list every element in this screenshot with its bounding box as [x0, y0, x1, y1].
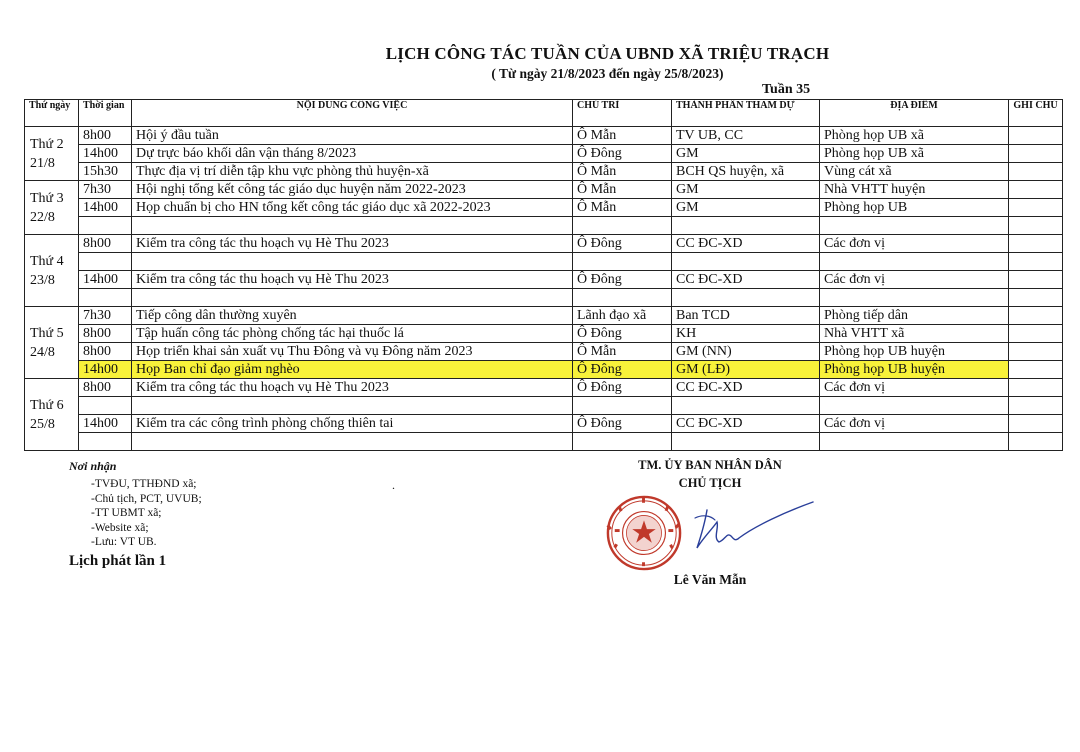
- time-cell: 8h00: [79, 379, 132, 397]
- location-cell: Nhà VHTT xã: [820, 325, 1009, 343]
- chair-cell: Ô Đông: [573, 271, 672, 289]
- note-cell: [1009, 181, 1063, 199]
- recipient-item: -TT UBMT xã;: [91, 507, 162, 520]
- day-cell: Thứ 5 24/8: [25, 307, 79, 379]
- table-row: [25, 361, 1063, 379]
- table-row: [25, 181, 1063, 199]
- note-cell: [1009, 415, 1063, 433]
- location-cell: Phòng họp UB huyện: [820, 343, 1009, 361]
- note-cell: [1009, 379, 1063, 397]
- chair-cell: Ô Mẫn: [573, 127, 672, 145]
- participants-cell: GM (NN): [672, 343, 820, 361]
- content-cell: [132, 433, 573, 451]
- content-cell: Tiếp công dân thường xuyên: [132, 307, 573, 325]
- col-header-chair: CHỦ TRÌ: [573, 100, 672, 127]
- location-cell: Nhà VHTT huyện: [820, 181, 1009, 199]
- time-cell: 8h00: [79, 343, 132, 361]
- content-cell: Hội nghị tổng kết công tác giáo dục huyện năm 2022-2023: [132, 181, 573, 199]
- document-title: LỊCH CÔNG TÁC TUẦN CỦA UBND XÃ TRIỆU TRẠCH: [385, 44, 830, 63]
- note-cell: [1009, 199, 1063, 217]
- recipients-list: [91, 477, 202, 550]
- location-cell: Các đơn vị: [820, 271, 1009, 289]
- location-cell: [820, 253, 1009, 271]
- time-cell: 8h00: [79, 235, 132, 253]
- time-cell: 14h00: [79, 271, 132, 289]
- chair-cell: Ô Đông: [573, 325, 672, 343]
- content-cell: Kiểm tra công tác thu hoạch vụ Hè Thu 2023: [132, 271, 573, 289]
- table-row: [25, 163, 1063, 181]
- note-cell: [1009, 325, 1063, 343]
- location-cell: Các đơn vị: [820, 415, 1009, 433]
- participants-cell: CC ĐC-XD: [672, 415, 820, 433]
- time-cell: 7h30: [79, 181, 132, 199]
- location-cell: Phòng họp UB xã: [820, 145, 1009, 163]
- time-cell: 14h00: [79, 199, 132, 217]
- time-cell: [79, 253, 132, 271]
- content-cell: [132, 253, 573, 271]
- table-row: [25, 325, 1063, 343]
- time-cell: 7h30: [79, 307, 132, 325]
- chair-cell: Ô Đông: [573, 235, 672, 253]
- chair-cell: [573, 253, 672, 271]
- participants-cell: TV UB, CC: [672, 127, 820, 145]
- issue-note: Lịch phát lần 1: [69, 553, 167, 569]
- table-row: [25, 289, 1063, 307]
- chair-cell: Ô Mẫn: [573, 343, 672, 361]
- official-seal-icon: [605, 494, 683, 572]
- table-row: [25, 379, 1063, 397]
- participants-cell: GM: [672, 145, 820, 163]
- participants-cell: [672, 289, 820, 307]
- content-cell: Kiểm tra các công trình phòng chống thiên tai: [132, 415, 573, 433]
- participants-cell: GM: [672, 181, 820, 199]
- col-header-location: ĐỊA ĐIỂM: [820, 100, 1009, 127]
- table-row: [25, 415, 1063, 433]
- note-cell: [1009, 217, 1063, 235]
- time-cell: 14h00: [79, 145, 132, 163]
- time-cell: 8h00: [79, 325, 132, 343]
- content-cell: Tập huấn công tác phòng chống tác hại thuốc lá: [132, 325, 573, 343]
- recipient-item: -Lưu: VT UB.: [91, 536, 157, 549]
- participants-cell: KH: [672, 325, 820, 343]
- note-cell: [1009, 271, 1063, 289]
- table-row: [25, 307, 1063, 325]
- participants-cell: CC ĐC-XD: [672, 271, 820, 289]
- note-cell: [1009, 343, 1063, 361]
- participants-cell: [672, 397, 820, 415]
- note-cell: [1009, 127, 1063, 145]
- participants-cell: [672, 433, 820, 451]
- location-cell: Phòng tiếp dân: [820, 307, 1009, 325]
- note-cell: [1009, 235, 1063, 253]
- content-cell: Họp chuẩn bị cho HN tổng kết công tác giáo dục xã 2022-2023: [132, 199, 573, 217]
- location-cell: [820, 289, 1009, 307]
- table-row: [25, 271, 1063, 289]
- table-row: [25, 145, 1063, 163]
- recipients-title: Nơi nhận: [69, 459, 117, 473]
- chair-cell: [573, 433, 672, 451]
- time-cell: [79, 433, 132, 451]
- schedule-body: [25, 127, 1063, 451]
- time-cell: 14h00: [79, 361, 132, 379]
- table-row: [25, 235, 1063, 253]
- col-header-note: GHI CHÚ: [1009, 100, 1063, 127]
- content-cell: Kiểm tra công tác thu hoạch vụ Hè Thu 2023: [132, 235, 573, 253]
- recipient-item: -TVĐU, TTHĐND xã;: [91, 478, 197, 490]
- day-cell: Thứ 3 22/8: [25, 181, 79, 235]
- schedule-table: [24, 99, 1063, 451]
- chair-cell: [573, 217, 672, 235]
- week-number: Tuần 35: [762, 82, 811, 97]
- stray-dot: .: [392, 478, 395, 492]
- note-cell: [1009, 253, 1063, 271]
- table-row: [25, 343, 1063, 361]
- day-cell: Thứ 6 25/8: [25, 379, 79, 451]
- col-header-day: Thứ ngày: [25, 100, 79, 127]
- time-cell: [79, 397, 132, 415]
- date-range: ( Từ ngày 21/8/2023 đến ngày 25/8/2023): [491, 66, 724, 81]
- table-row: [25, 397, 1063, 415]
- table-row: [25, 199, 1063, 217]
- participants-cell: GM: [672, 199, 820, 217]
- content-cell: Họp triển khai sản xuất vụ Thu Đông và vụ Đông năm 2023: [132, 343, 573, 361]
- col-header-participants: THÀNH PHẦN THAM DỰ: [672, 100, 820, 127]
- chair-cell: Ô Đông: [573, 415, 672, 433]
- content-cell: [132, 289, 573, 307]
- participants-cell: CC ĐC-XD: [672, 379, 820, 397]
- participants-cell: [672, 253, 820, 271]
- col-header-time: Thời gian: [79, 100, 132, 127]
- note-cell: [1009, 361, 1063, 379]
- content-cell: Dự trực báo khối dân vận tháng 8/2023: [132, 145, 573, 163]
- time-cell: 15h30: [79, 163, 132, 181]
- day-cell: Thứ 4 23/8: [25, 235, 79, 307]
- location-cell: [820, 433, 1009, 451]
- chair-cell: [573, 289, 672, 307]
- participants-cell: [672, 217, 820, 235]
- location-cell: [820, 397, 1009, 415]
- handwritten-signature-icon: [675, 498, 815, 558]
- content-cell: Kiểm tra công tác thu hoạch vụ Hè Thu 2023: [132, 379, 573, 397]
- chair-cell: Ô Mẫn: [573, 199, 672, 217]
- note-cell: [1009, 145, 1063, 163]
- table-header-row: [25, 100, 1063, 127]
- note-cell: [1009, 397, 1063, 415]
- content-cell: [132, 397, 573, 415]
- location-cell: Phòng họp UB xã: [820, 127, 1009, 145]
- time-cell: 8h00: [79, 127, 132, 145]
- location-cell: Phòng họp UB: [820, 199, 1009, 217]
- chair-cell: Ô Đông: [573, 361, 672, 379]
- note-cell: [1009, 289, 1063, 307]
- participants-cell: BCH QS huyện, xã: [672, 163, 820, 181]
- chair-cell: Ô Mẫn: [573, 181, 672, 199]
- table-row: [25, 253, 1063, 271]
- recipient-item: -Chủ tịch, PCT, UVUB;: [91, 492, 202, 505]
- location-cell: [820, 217, 1009, 235]
- participants-cell: GM (LĐ): [672, 361, 820, 379]
- col-header-content: NỘI DUNG CÔNG VIỆC: [132, 100, 573, 127]
- content-cell: Họp Ban chỉ đạo giảm nghèo: [132, 361, 573, 379]
- chair-cell: Ô Mẫn: [573, 163, 672, 181]
- chair-cell: Ô Đông: [573, 379, 672, 397]
- content-cell: [132, 217, 573, 235]
- chair-cell: [573, 397, 672, 415]
- day-cell: Thứ 2 21/8: [25, 127, 79, 181]
- participants-cell: CC ĐC-XD: [672, 235, 820, 253]
- location-cell: Vùng cát xã: [820, 163, 1009, 181]
- table-row: [25, 217, 1063, 235]
- content-cell: Hội ý đầu tuần: [132, 127, 573, 145]
- content-cell: Thực địa vị trí diễn tập khu vực phòng thủ huyện-xã: [132, 163, 573, 181]
- time-cell: [79, 289, 132, 307]
- table-row: [25, 433, 1063, 451]
- signature-role: CHỦ TỊCH: [678, 476, 742, 490]
- location-cell: Các đơn vị: [820, 235, 1009, 253]
- note-cell: [1009, 163, 1063, 181]
- note-cell: [1009, 433, 1063, 451]
- table-row: [25, 127, 1063, 145]
- location-cell: Các đơn vị: [820, 379, 1009, 397]
- signer-name: Lê Văn Mẫn: [673, 572, 747, 587]
- chair-cell: Ô Đông: [573, 145, 672, 163]
- time-cell: [79, 217, 132, 235]
- location-cell: Phòng họp UB huyện: [820, 361, 1009, 379]
- time-cell: 14h00: [79, 415, 132, 433]
- signature-org: TM. ỦY BAN NHÂN DÂN: [638, 458, 782, 472]
- participants-cell: Ban TCD: [672, 307, 820, 325]
- chair-cell: Lãnh đạo xã: [573, 307, 672, 325]
- recipient-item: -Website xã;: [91, 521, 149, 534]
- note-cell: [1009, 307, 1063, 325]
